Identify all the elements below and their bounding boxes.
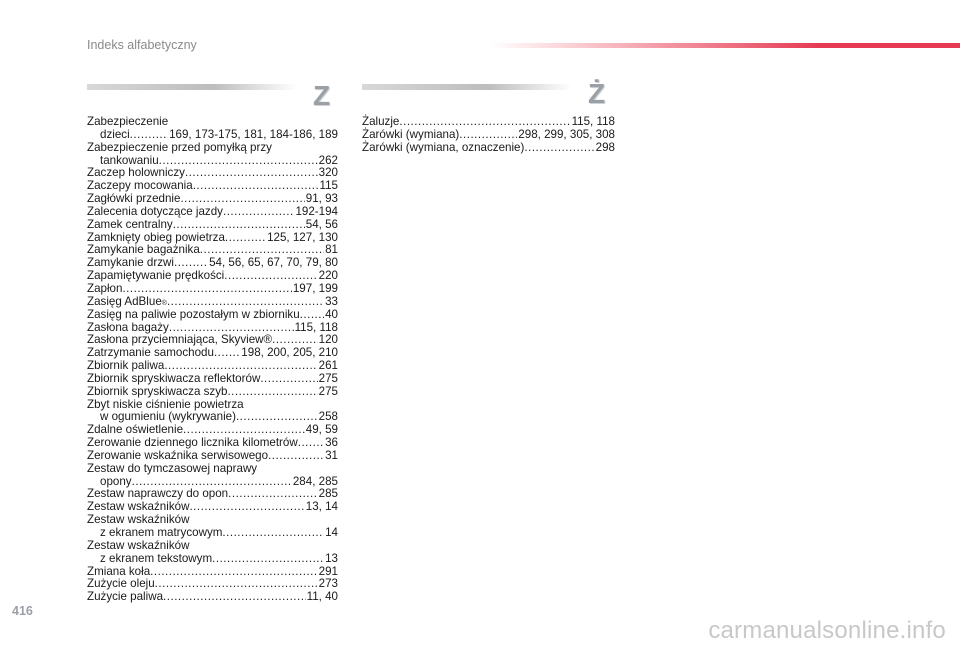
index-entry bbox=[362, 142, 615, 155]
index-entry bbox=[362, 129, 615, 142]
entry-term: Zasięg AdBlue bbox=[87, 294, 162, 308]
entry-term: Zbiornik spryskiwacza szyb bbox=[87, 384, 228, 398]
leader-dots bbox=[268, 450, 324, 463]
entry-term: Zużycie oleju bbox=[87, 577, 155, 591]
index-entry-line bbox=[87, 386, 338, 399]
index-entry-line bbox=[87, 373, 338, 386]
index-entry-line bbox=[87, 129, 338, 142]
leader-dots bbox=[193, 180, 319, 193]
entry-term: Zdalne oświetlenie bbox=[87, 423, 184, 437]
leader-dots bbox=[225, 232, 266, 245]
index-column-left bbox=[87, 116, 338, 604]
entry-pages: 36 bbox=[325, 436, 338, 450]
header-accent-bar bbox=[490, 43, 960, 48]
entry-term: Zerowanie dziennego licznika kilometrów bbox=[87, 436, 298, 450]
index-entry bbox=[87, 296, 338, 309]
header-title: Indeks alfabetyczny bbox=[87, 38, 197, 52]
entry-term: Zamknięty obieg powietrza bbox=[87, 230, 225, 244]
entry-pages: 220 bbox=[318, 269, 338, 283]
entry-pages: 31 bbox=[325, 448, 338, 462]
entry-pages: 275 bbox=[318, 384, 338, 398]
entry-term: Zestaw wskaźników bbox=[87, 538, 190, 552]
entry-term: w ogumieniu (wykrywanie) bbox=[100, 410, 236, 424]
section-letter-zz: Ż bbox=[588, 78, 606, 109]
entry-pages: 197, 199 bbox=[292, 281, 338, 295]
entry-pages: 91, 93 bbox=[305, 192, 338, 206]
entry-pages: 291 bbox=[318, 564, 338, 578]
index-entry-line bbox=[87, 309, 338, 322]
entry-term: Zatrzymanie samochodu bbox=[87, 346, 214, 360]
leader-dots bbox=[300, 309, 324, 322]
index-entry-line bbox=[87, 193, 338, 206]
entry-term: Zaczep holowniczy bbox=[87, 166, 185, 180]
leader-dots bbox=[227, 386, 317, 399]
entry-pages: 169, 173-175, 181, 184-186, 189 bbox=[169, 127, 338, 141]
entry-term: Zerowanie wskaźnika serwisowego bbox=[87, 448, 269, 462]
index-entry bbox=[87, 142, 338, 168]
index-entry bbox=[87, 386, 338, 399]
index-entry bbox=[87, 309, 338, 322]
entry-pages: 192-194 bbox=[295, 204, 338, 218]
index-entry-line bbox=[87, 142, 338, 155]
entry-pages: 320 bbox=[318, 166, 338, 180]
index-entry bbox=[87, 193, 338, 206]
index-column-right bbox=[362, 116, 615, 155]
leader-dots bbox=[228, 488, 318, 501]
index-entry-line bbox=[362, 142, 615, 155]
entry-term: Zagłówki przednie bbox=[87, 192, 181, 206]
entry-term: Zasięg na paliwie pozostałym w zbiorniku bbox=[87, 307, 300, 321]
index-entry bbox=[87, 373, 338, 386]
index-entry-line bbox=[87, 283, 338, 296]
leader-dots bbox=[459, 129, 517, 142]
index-entry-line bbox=[362, 116, 615, 129]
entry-term: Zestaw wskaźników bbox=[87, 513, 190, 527]
leader-dots bbox=[524, 142, 594, 155]
leader-dots bbox=[399, 116, 570, 129]
leader-dots bbox=[212, 553, 324, 566]
entry-term: Zbiornik paliwa bbox=[87, 359, 165, 373]
entry-pages: 14 bbox=[325, 526, 338, 539]
entry-term: z ekranem matrycowym bbox=[100, 526, 223, 539]
entry-pages: 284, 285 bbox=[292, 474, 338, 488]
entry-pages: 54, 56 bbox=[305, 217, 338, 231]
leader-dots bbox=[150, 566, 318, 579]
entry-term: Zasłona bagaży bbox=[87, 320, 169, 334]
entry-pages: 298, 299, 305, 308 bbox=[518, 127, 615, 141]
entry-term: dzieci bbox=[100, 127, 130, 141]
entry-term: Zapamiętywanie prędkości bbox=[87, 269, 225, 283]
index-entry bbox=[87, 399, 338, 425]
entry-term: Zaczepy mocowania bbox=[87, 179, 193, 193]
entry-term: Zamykanie bagażnika bbox=[87, 243, 200, 257]
leader-dots bbox=[214, 347, 240, 360]
leader-dots bbox=[155, 578, 318, 591]
leader-dots bbox=[122, 283, 291, 296]
watermark: carmanualsonline.info bbox=[708, 617, 946, 644]
index-entry-line bbox=[87, 463, 338, 476]
entry-term: Zabezpieczenie bbox=[87, 115, 169, 128]
entry-pages: 120 bbox=[318, 333, 338, 347]
index-entry-line bbox=[362, 129, 615, 142]
index-entry bbox=[87, 437, 338, 450]
entry-term: Żaluzje bbox=[362, 115, 400, 128]
entry-term: Zamek centralny bbox=[87, 217, 173, 231]
entry-term: Zestaw do tymczasowej naprawy bbox=[87, 461, 258, 475]
index-entry bbox=[87, 219, 338, 232]
entry-term: Zbiornik spryskiwacza reflektorów bbox=[87, 371, 261, 385]
index-entry-line: Zasięg AdBlue ® ..... 33 bbox=[87, 296, 338, 309]
entry-pages: 81 bbox=[325, 243, 338, 257]
entry-pages: 273 bbox=[318, 577, 338, 591]
entry-pages: 298 bbox=[595, 140, 615, 154]
index-entry-line bbox=[87, 591, 338, 604]
entry-pages: 261 bbox=[318, 359, 338, 373]
entry-term: Zasłona przyciemniająca, Skyview® bbox=[87, 333, 273, 347]
entry-pages: 13 bbox=[325, 551, 338, 565]
leader-dots bbox=[189, 501, 304, 514]
entry-term: Zestaw wskaźników bbox=[87, 500, 190, 514]
entry-term: tankowaniu bbox=[100, 153, 159, 167]
index-entry bbox=[362, 116, 615, 129]
entry-pages: 285 bbox=[318, 487, 338, 501]
section-z-band bbox=[87, 84, 297, 90]
entry-pages: 40 bbox=[325, 307, 338, 321]
leader-dots bbox=[130, 129, 168, 142]
entry-term: z ekranem tekstowym bbox=[100, 551, 213, 565]
index-entry-line bbox=[87, 437, 338, 450]
section-letter-z: Z bbox=[313, 80, 331, 111]
section-zz-band bbox=[362, 84, 572, 90]
index-entry bbox=[87, 540, 338, 566]
entry-pages: 11, 40 bbox=[306, 590, 338, 604]
entry-pages: 33 bbox=[325, 294, 338, 308]
index-entry bbox=[87, 206, 338, 219]
entry-term: Zużycie paliwa bbox=[87, 590, 164, 604]
leader-dots bbox=[185, 167, 318, 180]
entry-term: Żarówki (wymiana) bbox=[362, 127, 460, 141]
entry-pages: 198, 200, 205, 210 bbox=[241, 346, 338, 360]
entry-pages: 275 bbox=[318, 371, 338, 385]
index-entry bbox=[87, 450, 338, 463]
entry-term: Zmiana koła bbox=[87, 564, 151, 578]
index-entry bbox=[87, 360, 338, 373]
entry-pages: 115, 118 bbox=[294, 320, 338, 334]
page-number: 416 bbox=[12, 604, 33, 618]
entry-pages: 49, 59 bbox=[305, 423, 338, 437]
entry-pages: 258 bbox=[318, 410, 338, 424]
entry-term: Zabezpieczenie przed pomyłką przy bbox=[87, 140, 272, 154]
index-entry-line bbox=[87, 540, 338, 553]
leader-dots bbox=[223, 206, 294, 219]
entry-pages: 115 bbox=[319, 179, 338, 193]
leader-dots bbox=[260, 373, 317, 386]
index-entry-line bbox=[87, 553, 338, 566]
leader-dots bbox=[164, 360, 317, 373]
index-entry bbox=[87, 514, 338, 540]
index-entry-line bbox=[87, 450, 338, 463]
index-entry bbox=[87, 591, 338, 604]
entry-pages: 125, 127, 130 bbox=[267, 230, 338, 244]
entry-term: Żarówki (wymiana, oznaczenie) bbox=[362, 140, 525, 154]
leader-dots bbox=[167, 296, 324, 309]
leader-dots bbox=[180, 193, 304, 206]
index-entry bbox=[87, 283, 338, 296]
entry-term: Zestaw naprawczy do opon bbox=[87, 487, 229, 501]
index-entry-line bbox=[87, 527, 338, 540]
index-entry bbox=[87, 116, 338, 142]
index-entry-line bbox=[87, 360, 338, 373]
leader-dots bbox=[298, 437, 324, 450]
entry-term: Zamykanie drzwi bbox=[87, 256, 174, 270]
entry-term: Zbyt niskie ciśnienie powietrza bbox=[87, 397, 244, 411]
entry-pages: 54, 56, 65, 67, 70, 79, 80 bbox=[209, 256, 338, 270]
entry-term: Zalecenia dotyczące jazdy bbox=[87, 204, 223, 218]
index-entry-line bbox=[87, 206, 338, 219]
leader-dots bbox=[173, 219, 305, 232]
entry-term: opony bbox=[100, 474, 132, 488]
index-entry-line bbox=[87, 219, 338, 232]
index-entry-line bbox=[87, 116, 338, 129]
entry-pages: 262 bbox=[318, 153, 338, 167]
index-entry bbox=[87, 463, 338, 489]
entry-pages: 13, 14 bbox=[305, 500, 338, 514]
leader-dots bbox=[163, 591, 306, 604]
leader-dots bbox=[222, 527, 324, 540]
entry-term: Zapłon bbox=[87, 281, 123, 295]
entry-pages: 115, 118 bbox=[571, 115, 615, 128]
